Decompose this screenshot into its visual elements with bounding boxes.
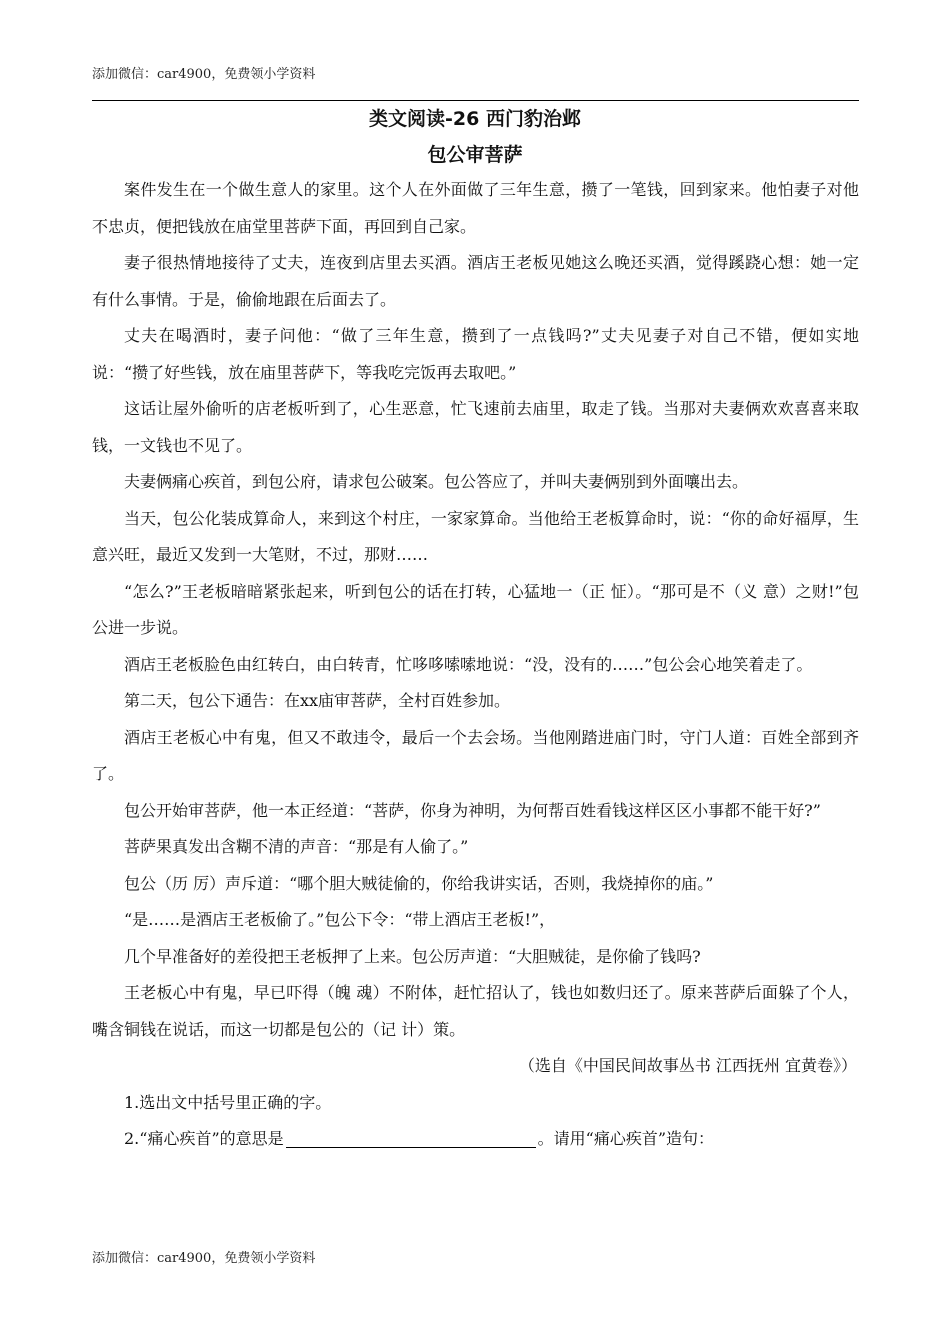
paragraph: 这话让屋外偷听的店老板听到了，心生恶意，忙飞速前去庙里，取走了钱。当那对夫妻俩欢欢喜喜来取钱，一文钱也不见了。 (92, 399, 859, 455)
paragraph: “怎么?”王老板暗暗紧张起来，听到包公的话在打转，心猛地一（正 怔）。“那可是不（义 意）之财!”包公进一步说。 (92, 581, 859, 637)
story-title: 包公审菩萨 (427, 144, 523, 166)
paragraph: 酒店王老板脸色由红转白，由白转青，忙哆哆嗦嗦地说：“没，没有的……”包公会心地笑着走了。 (124, 654, 813, 674)
paragraph: 第二天，包公下通告：在xx庙审菩萨，全村百姓参加。 (124, 691, 511, 710)
paragraph: 案件发生在一个做生意人的家里。这个人在外面做了三年生意，攒了一笔钱，回到家来。他怕妻子对他不忠贞，便把钱放在庙堂里菩萨下面，再回到自己家。 (92, 180, 859, 236)
question-2 (92, 1121, 859, 1158)
story-body (92, 172, 859, 1158)
page-footer-note: 添加微信：car4900，免费领小学资料 (92, 1251, 316, 1266)
paragraph: 妻子很热情地接待了丈夫，连夜到店里去买酒。酒店王老板见她这么晚还买酒，觉得蹊跷心想：她一定有什么事情。于是，偷偷地跟在后面去了。 (92, 253, 859, 309)
paragraph: 几个早准备好的差役把王老板押了上来。包公厉声道：“大胆贼徒，是你偷了钱吗? (124, 946, 701, 966)
paragraph: “是……是酒店王老板偷了。”包公下令：“带上酒店王老板!”， (124, 910, 556, 929)
paragraph: 酒店王老板心中有鬼，但又不敢违令，最后一个去会场。当他刚踏进庙门时，守门人道：百姓全部到齐了。 (92, 727, 859, 783)
header-rule (92, 100, 859, 101)
source-citation: （选自《中国民间故事丛书 江西抚州 宜黄卷》） (518, 1056, 857, 1075)
paragraph: 王老板心中有鬼，早已吓得（魄 魂）不附体，赶忙招认了，钱也如数归还了。原来菩萨后面躲了个人，嘴含铜钱在说话，而这一切都是包公的（记 计）策。 (92, 983, 859, 1039)
answer-blank[interactable] (286, 1129, 536, 1148)
paragraph: 菩萨果真发出含糊不清的声音：“那是有人偷了。” (124, 837, 469, 856)
document-title: 类文阅读-26 西门豹治邺 (369, 108, 581, 130)
paragraph: 夫妻俩痛心疾首，到包公府，请求包公破案。包公答应了，并叫夫妻俩别到外面嚷出去。 (124, 472, 749, 491)
question-2-suffix: 。请用“痛心疾首”造句： (537, 1129, 715, 1148)
page-header-note: 添加微信：car4900，免费领小学资料 (92, 67, 316, 82)
question-1: 1.选出文中括号里正确的字。 (124, 1092, 332, 1112)
question-2-prefix: 2.“痛心疾首”的意思是 (124, 1129, 284, 1148)
paragraph: 包公开始审菩萨，他一本正经道：“菩萨，你身为神明，为何帮百姓看钱这样区区小事都不能干好?” (124, 800, 821, 820)
paragraph: 丈夫在喝酒时，妻子问他：“做了三年生意，攒到了一点钱吗?”丈夫见妻子对自己不错，便如实地说：“攒了好些钱，放在庙里菩萨下，等我吃完饭再去取吧。” (92, 326, 859, 382)
paragraph: 当天，包公化装成算命人，来到这个村庄，一家家算命。当他给王老板算命时，说：“你的命好福厚，生意兴旺，最近又发到一大笔财，不过，那财…… (92, 508, 859, 564)
paragraph: 包公（历 厉）声斥道：“哪个胆大贼徒偷的，你给我讲实话，否则，我烧掉你的庙。” (124, 873, 714, 893)
